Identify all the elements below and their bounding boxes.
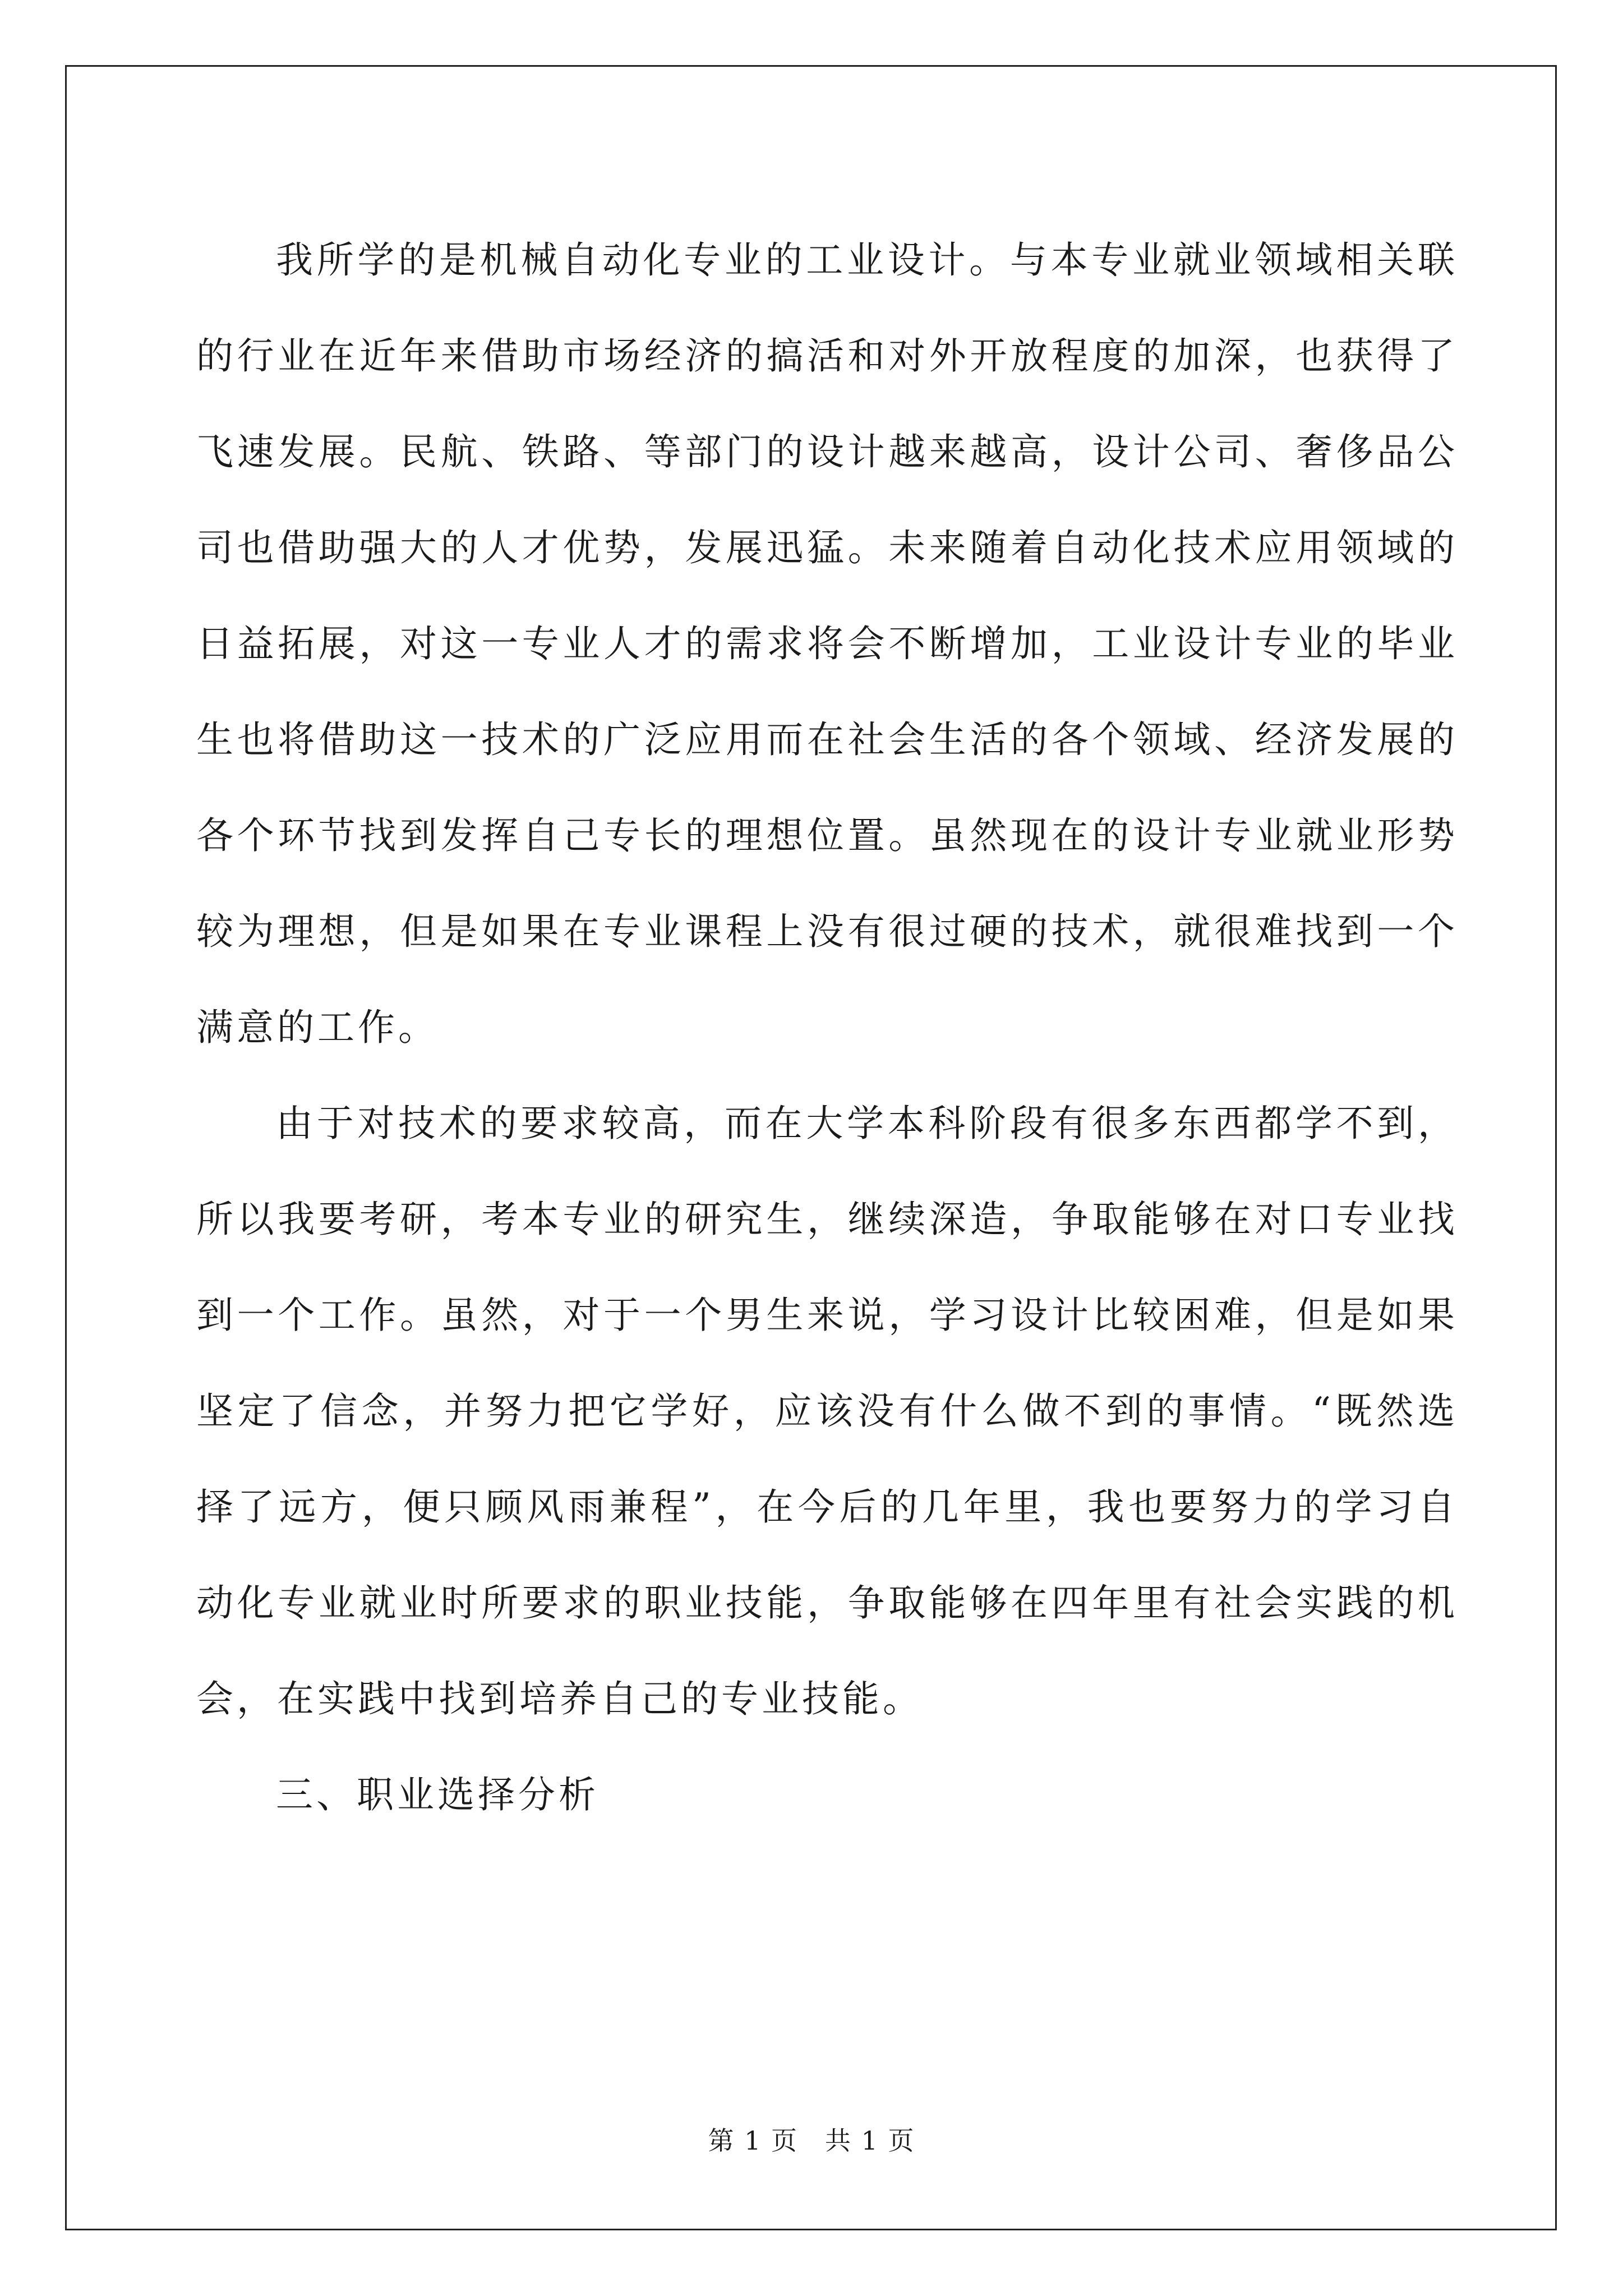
document-body bbox=[196, 212, 1458, 1843]
paragraph-1: 我所学的是机械自动化专业的工业设计。与本专业就业领域相关联的行业在近年来借助市场经济的搞活和对外开放程度的加深，也获得了飞速发展。民航、铁路、等部门的设计越来越高，设计公司、奢侈品公司也借助强大的人才优势，发展迅猛。未来随着自动化技术应用领域的日益拓展，对这一专业人才的需求将会不断增加，工业设计专业的毕业生也将借助这一技术的广泛应用而在社会生活的各个领域、经济发展的各个环节找到发挥自己专长的理想位置。虽然现在的设计专业就业形势较为理想，但是如果在专业课程上没有很过硬的技术，就很难找到一个满意的工作。 bbox=[196, 238, 1458, 1049]
paragraph-2: 由于对技术的要求较高，而在大学本科阶段有很多东西都学不到，所以我要考研，考本专业的研究生，继续深造，争取能够在对口专业找到一个工作。虽然，对于一个男生来说，学习设计比较困难，但是如果坚定了信念，并努力把它学好，应该没有什么做不到的事情。“既然选择了远方，便只顾风雨兼程”，在今后的几年里，我也要努力的学习自动化专业就业时所要求的职业技能，争取能够在四年里有社会实践的机会，在实践中找到培养自己的专业技能。 bbox=[196, 1102, 1458, 1720]
section-heading: 三、职业选择分析 bbox=[276, 1773, 599, 1816]
page-footer: 第 1 页 共 1 页 bbox=[708, 2125, 915, 2156]
